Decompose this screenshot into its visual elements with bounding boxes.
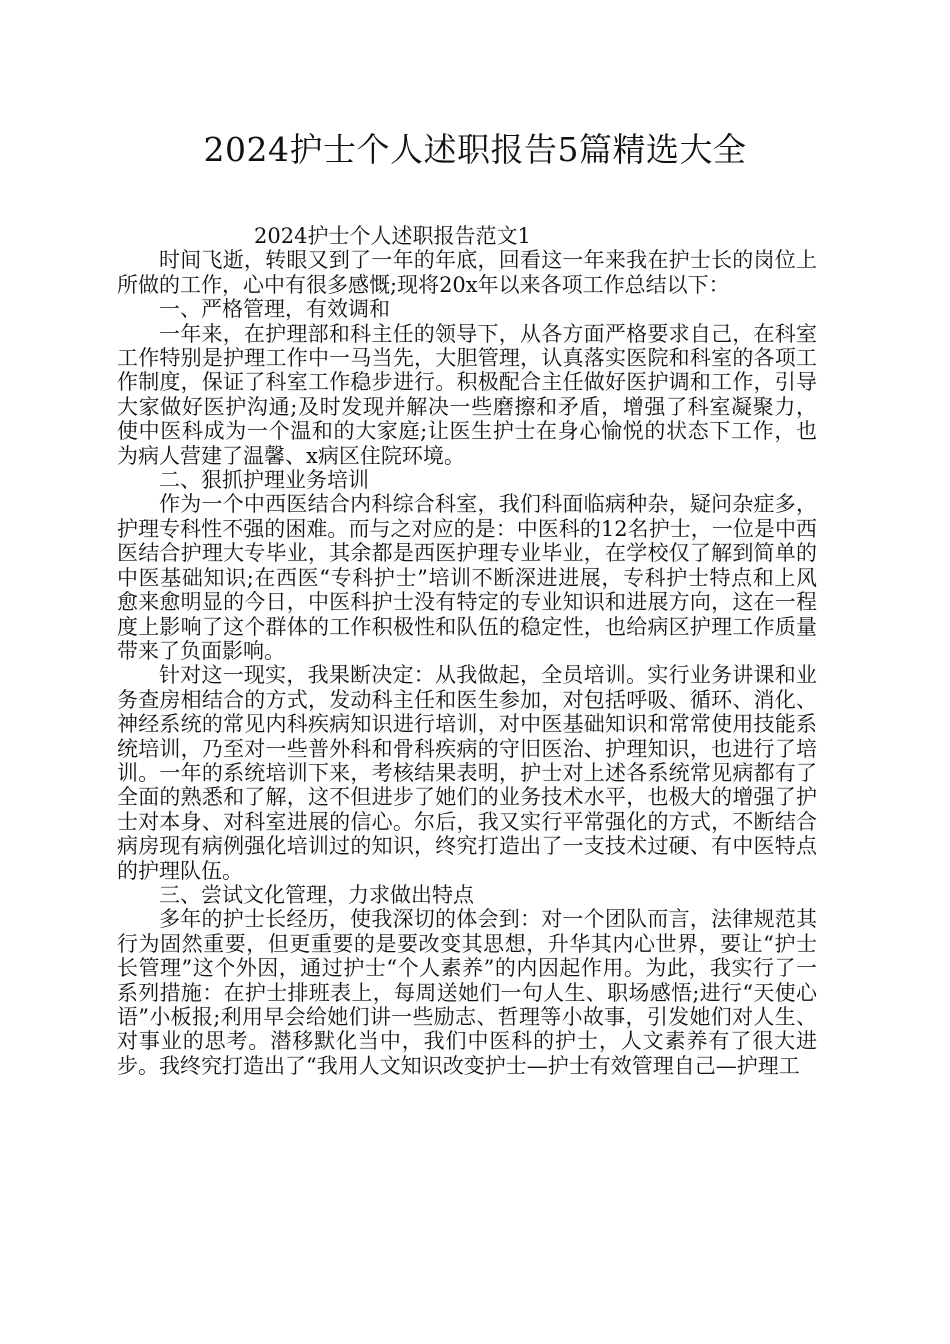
document-title: 2024护士个人述职报告5篇精选大全 (203, 130, 747, 169)
section-heading-1: 一、严格管理，有效调和 (159, 297, 390, 322)
section-heading-3: 三、尝试文化管理，力求做出特点 (159, 882, 474, 907)
section-heading-2: 二、狠抓护理业务培训 (159, 468, 369, 493)
article-heading: 2024护士个人述职报告范文1 (254, 224, 531, 248)
paragraph-intro: 时间飞逝，转眼又到了一年的年底，回看这一年来我在护士长的岗位上所做的工作，心中有很多感慨;现将20x年以来各项工作总结以下： (117, 248, 817, 297)
paragraph-section-1: 一年来，在护理部和科主任的领导下，从各方面严格要求自己，在科室工作特别是护理工作中一马当先，大胆管理，认真落实医院和科室的各项工作制度，保证了科室工作稳步进行。积极配合主任做好医护调和工作，引导大家做好医护沟通;及时发现并解决一些磨擦和矛盾，增强了科室凝聚力，使中医科成为一个温和的大家庭;让医生护士在身心愉悦的状态下工作，也为病人营建了温馨、x病区住院环境。 (117, 321, 817, 468)
paragraph-section-2a: 作为一个中西医结合内科综合科室，我们科面临病种杂，疑问杂症多，护理专科性不强的困难。而与之对应的是：中医科的12名护士，一位是中西医结合护理大专毕业，其余都是西医护理专业毕业，在学校仅了解到简单的中医基础知识;在西医“专科护士”培训不断深进进展，专科护士特点和上风愈来愈明显的今日，中医科护士没有特定的专业知识和进展方向，这在一程度上影响了这个群体的工作积极性和队伍的稳定性，也给病区护理工作质量带来了负面影响。 (117, 492, 817, 663)
paragraph-section-3: 多年的护士长经历，使我深切的体会到：对一个团队而言，法律规范其行为固然重要，但更重要的是要改变其思想，升华其内心世界，要让“护士长管理”这个外因，通过护士“个人素养”的内因起作用。为此，我实行了一系列措施：在护士排班表上，每周送她们一句人生、职场感悟;进行“天使心语”小板报;利用早会给她们讲一些励志、哲理等小故事，引发她们对人生、对事业的思考。潜移默化当中，我们中医科的护士，人文素养有了很大进步。我终究打造出了“我用人文知识改变护士—护士有效管理自己—护理工 (117, 907, 817, 1078)
document-body (117, 224, 817, 1078)
paragraph-section-2b: 针对这一现实，我果断决定：从我做起，全员培训。实行业务讲课和业务查房相结合的方式，发动科主任和医生参加，对包括呼吸、循环、消化、神经系统的常见内科疾病知识进行培训，对中医基础知识和常常使用技能系统培训，乃至对一些普外科和骨科疾病的守旧医治、护理知识，也进行了培训。一年的系统培训下来，考核结果表明，护士对上述各系统常见病都有了全面的熟悉和了解，这不但进步了她们的业务技术水平，也极大的增强了护士对本身、对科室进展的信心。尔后，我又实行平常强化的方式，不断结合病房现有病例强化培训过的知识，终究打造出了一支技术过硬、有中医特点的护理队伍。 (117, 663, 817, 883)
